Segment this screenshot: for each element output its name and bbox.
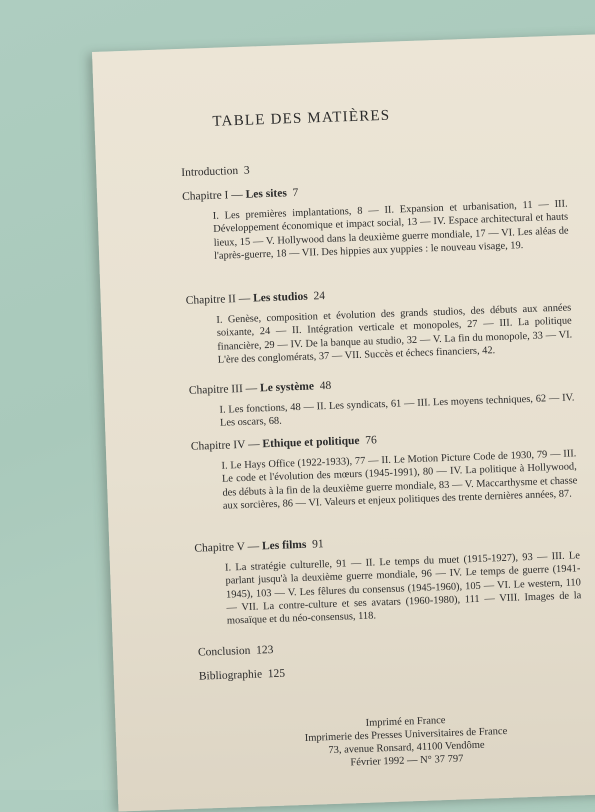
bibliographie-page: 125 [267,667,286,681]
chapter-1-label: Chapitre I [181,189,229,203]
chapter-2-contents: I. Genèse, composition et évolution des grands studios, des débuts aux années soixante, 24 — II. Intégration verticale et monopoles, 27 — III. La politique financière, 29 — IV. De la banque au studio, 32 — V. La fin du monopole, 33 — VI. L'ère des conglomérats, 37 — VII. Succès et échecs financiers, 42. [216,302,573,366]
chapter-1-contents: I. Les premières implantations, 8 — II. Expansion et urbanisation, 11 — III. Développement économique et impact social, 13 — IV. Espace architectural et hauts lieux, 15 — V. Hollywood dans la deuxième guerre mondiale, 17 — VI. Les aléas de l'après-guerre, 18 — VII. Des hippies aux yuppies : le nouveau visage, 19. [212,198,569,262]
chapter-5-page: 91 [311,538,324,551]
chapter-5-contents: I. La stratégie culturelle, 91 — II. Le temps du muet (1915-1927), 93 — III. Le parlant jusqu'à la deuxième guerre mondiale, 96 — IV. Le temps de guerre (1941-1945), 103 — V. Les fêlures du consensus (1945-1960), 105 — VI. Le western, 110 — VII. La contre-culture et ses avatars (1960-1980), 111 — VIII. Images de la mosaïque et du néo-consensus, 118. [224,550,582,627]
chapter-3-heading: Chapitre III — Le système 48 [188,379,332,397]
chapter-2-heading: Chapitre II — Les studios 24 [185,290,326,307]
conclusion-page: 123 [255,644,274,657]
chapter-3-page: 48 [319,379,332,393]
chapter-4-title: Ethique et politique [262,434,360,451]
introduction-label: Introduction [181,164,239,179]
bibliographie-entry [199,668,286,683]
chapter-1-page: 7 [292,186,299,200]
chapter-5-title: Les films [261,538,307,553]
chapter-2-page: 24 [313,290,326,303]
chapter-4-contents: I. Le Hays Office (1922-1933), 77 — II. Le Motion Picture Code de 1930, 79 — III. Le code et l'évolution des mœurs (1945-1991), 80 — IV. La politique à Hollywood, des débuts à la fin de la deuxième guerre mondiale, 83 — V. Maccarthysme et chasse aux sorcières, 86 — VI. Valeurs et enjeux politiques des trente dernières années, 87. [221,448,578,512]
chapter-5-heading: Chapitre V — Les films 91 [194,538,324,555]
introduction-entry [181,165,250,179]
chapter-4-label: Chapitre IV [190,438,246,453]
book-page [92,34,595,811]
imprint-line-3: 73, avenue Ronsard, 41100 Vendôme [328,739,485,757]
chapter-5-label: Chapitre V [194,540,245,555]
chapter-3-label: Chapitre III [188,382,244,397]
chapter-3-title: Le système [259,380,315,395]
chapter-3-contents: I. Les fonctions, 48 — II. Les syndicats, 61 — III. Les moyens techniques, 62 — IV. Les oscars, 68. [219,392,575,430]
chapter-2-label: Chapitre II [185,293,237,307]
chapter-1-heading: Chapitre I — Les sites 7 [181,186,299,203]
imprint-line-4: Février 1992 — N° 37 797 [350,753,464,769]
imprint-line-1: Imprimé en France [365,715,446,729]
introduction-page: 3 [243,164,250,177]
imprint-line-2: Imprimerie des Presses Universitaires de France [304,725,508,744]
conclusion-entry [198,644,274,659]
chapter-4-page: 76 [365,434,377,447]
printer-imprint [255,710,557,772]
chapter-2-title: Les studios [252,290,308,305]
page-title: TABLE DES MATIÈRES [212,107,391,130]
bibliographie-label: Bibliographie [198,668,263,683]
chapter-1-title: Les sites [245,187,288,201]
conclusion-label: Conclusion [197,644,251,659]
chapter-4-heading: Chapitre IV — Ethique et politique 76 [190,434,377,453]
